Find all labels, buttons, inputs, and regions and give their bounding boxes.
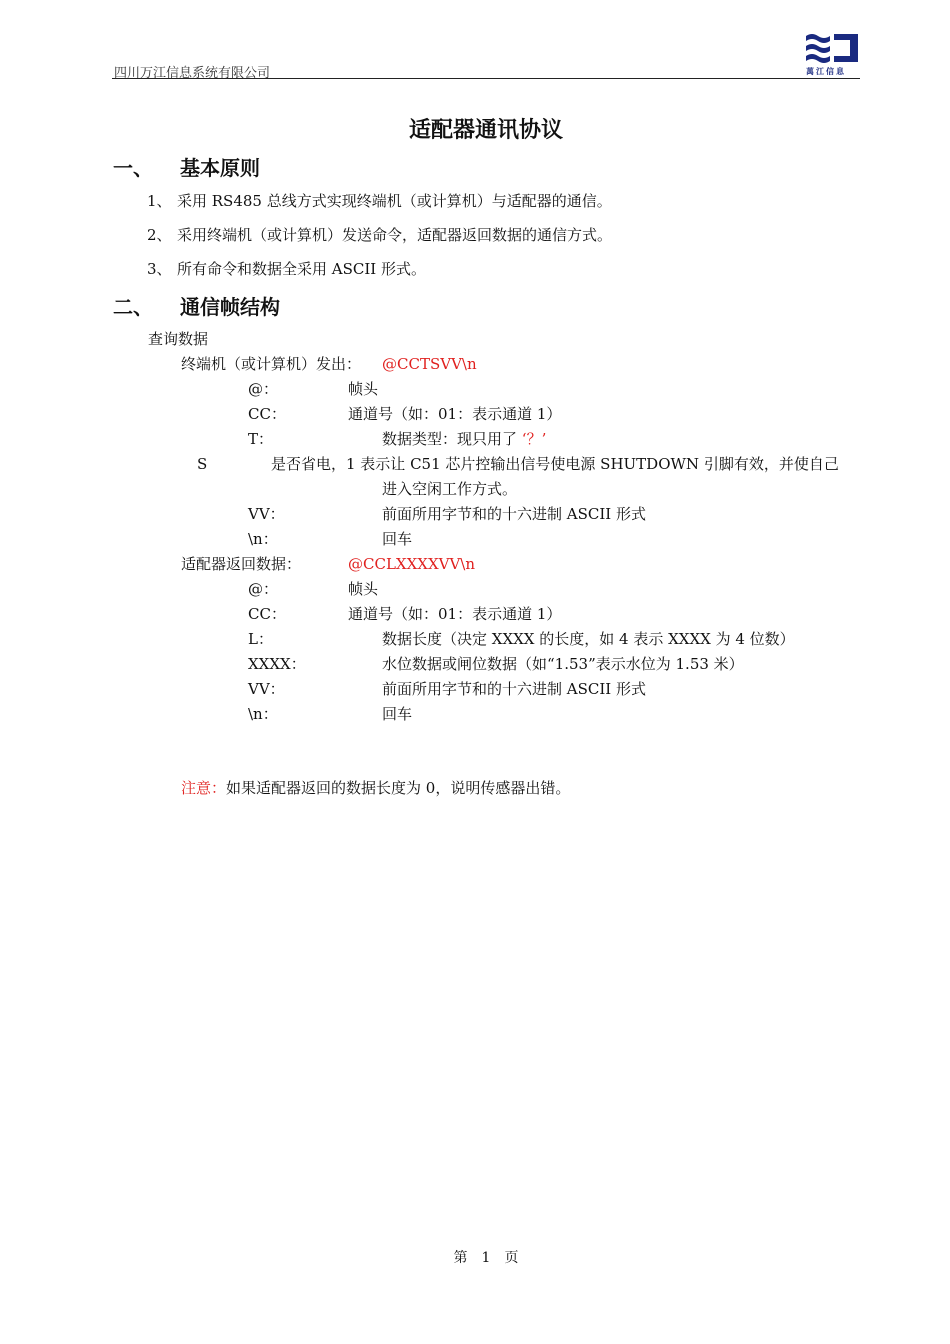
company-name: 四川万江信息系统有限公司 (114, 66, 271, 81)
field-desc: 水位数据或闸位数据（如“1.53”表示水位为 1.53 米） (382, 655, 744, 673)
section2-heading: 通信帧结构 (180, 295, 280, 319)
field-desc: 前面所用字节和的十六进制 ASCII 形式 (382, 505, 646, 523)
header-divider (112, 78, 860, 79)
field-desc: 通道号（如：01：表示通道 1） (348, 405, 562, 423)
field-key: L： (248, 630, 273, 648)
field-desc: 是否省电，1 表示让 C51 芯片控输出信号使电源 SHUTDOWN 引脚有效，并使自己 (271, 455, 839, 473)
field-key: VV： (248, 680, 285, 698)
field-key: \n： (248, 705, 278, 723)
field-desc: 前面所用字节和的十六进制 ASCII 形式 (382, 680, 646, 698)
reply-label: 适配器返回数据： (181, 555, 302, 573)
field-desc (382, 429, 546, 449)
logo-caption: 萬江信息 (806, 66, 846, 76)
section2-number: 二、 (113, 295, 153, 319)
field-desc: 通道号（如：01：表示通道 1） (348, 605, 562, 623)
list-item-number: 2、 (147, 226, 172, 244)
field-value: ‘？’ (521, 430, 547, 448)
field-key: XXXX： (248, 655, 306, 673)
field-desc: 回车 (382, 530, 413, 548)
query-data-subheading: 查询数据 (148, 330, 209, 348)
field-desc: 帧头 (348, 380, 379, 398)
section1-number: 一、 (113, 156, 153, 180)
field-desc: 数据长度（决定 XXXX 的长度，如 4 表示 XXXX 为 4 位数） (382, 630, 795, 648)
send-frame: @CCTSVV\n (382, 355, 477, 373)
field-key: CC： (248, 405, 286, 423)
note (181, 778, 570, 798)
list-item-text: 采用终端机（或计算机）发送命令，适配器返回数据的通信方式。 (177, 226, 613, 244)
field-key: CC： (248, 605, 286, 623)
field-key: VV： (248, 505, 285, 523)
send-label: 终端机（或计算机）发出： (181, 355, 362, 373)
page-number: 第 1 页 (453, 1250, 519, 1266)
field-key: T： (248, 430, 274, 448)
list-item-number: 1、 (147, 192, 172, 210)
field-desc: 回车 (382, 705, 413, 723)
field-desc-text: 数据类型：现只用了 (382, 430, 518, 448)
section1-heading: 基本原则 (180, 156, 260, 180)
list-item-number: 3、 (147, 260, 172, 278)
field-key: \n： (248, 530, 278, 548)
field-key: @： (248, 580, 279, 598)
document-title: 适配器通讯协议 (408, 117, 563, 143)
reply-frame: @CCLXXXXVV\n (348, 555, 476, 573)
list-item-text: 采用 RS485 总线方式实现终端机（或计算机）与适配器的通信。 (177, 192, 612, 210)
field-desc: 进入空闲工作方式。 (382, 480, 518, 498)
list-item-text: 所有命令和数据全采用 ASCII 形式。 (177, 260, 426, 278)
field-key: @： (248, 380, 279, 398)
field-key: S (197, 455, 208, 473)
note-text: 如果适配器返回的数据长度为 0，说明传感器出错。 (226, 779, 571, 797)
note-label: 注意： (181, 779, 227, 797)
field-desc: 帧头 (348, 580, 379, 598)
